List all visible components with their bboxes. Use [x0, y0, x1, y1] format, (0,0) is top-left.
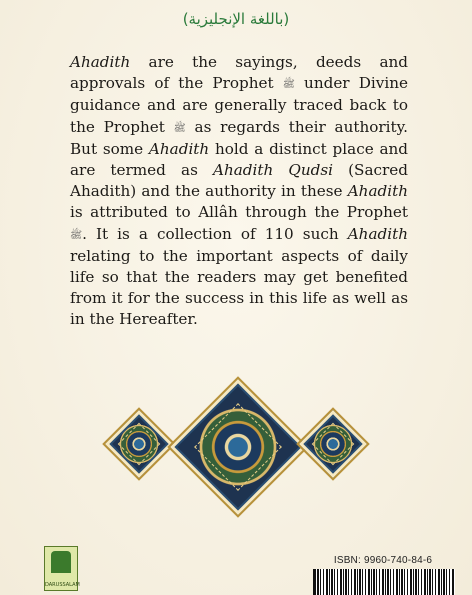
blurb-fragment: hold a distinct place and are termed as	[70, 139, 409, 180]
term-ahadith: Ahadith	[347, 224, 408, 243]
blurb-text	[70, 52, 408, 331]
book-logo-icon	[51, 551, 71, 573]
arabic-subtitle: (باللغة الإنجليزية)	[182, 10, 290, 28]
pbuh-glyph: ﷺ	[70, 229, 83, 241]
barcode-icon	[313, 569, 455, 595]
term-ahadith: Ahadith	[70, 53, 131, 71]
blurb-fragment: are the sayings, deeds and approvals of the Prophet	[70, 53, 408, 93]
blurb-fragment: relating to the important aspects of daily life so that the readers may get benefited from it for the success in this life as well as in the Hereafter.	[70, 246, 408, 329]
term-ahadith: Ahadith	[347, 182, 408, 201]
pbuh-glyph: ﷺ	[282, 79, 295, 91]
publisher-logo	[44, 546, 78, 591]
term-ahadith-qudsi: Ahadith Qudsi	[213, 161, 333, 180]
blurb-fragment: under Divine guidance and are generally traced back to the Prophet	[70, 74, 408, 136]
blurb-fragment: . It is a collection of 110 such	[82, 224, 348, 243]
term-ahadith: Ahadith	[148, 139, 210, 158]
isbn-label: ISBN: 9960-740-84-6	[333, 555, 433, 566]
blurb-fragment: as regards their authority. But some	[70, 117, 408, 158]
blurb-fragment: is attributed to Allâh through the Prophet	[70, 203, 408, 222]
pbuh-glyph: ﷺ	[173, 122, 186, 134]
blurb-paragraph	[70, 52, 408, 331]
publisher-name: DARUSSALAM	[45, 582, 80, 588]
blurb-fragment: (Sacred Ahadith) and the authority in these	[70, 161, 408, 201]
